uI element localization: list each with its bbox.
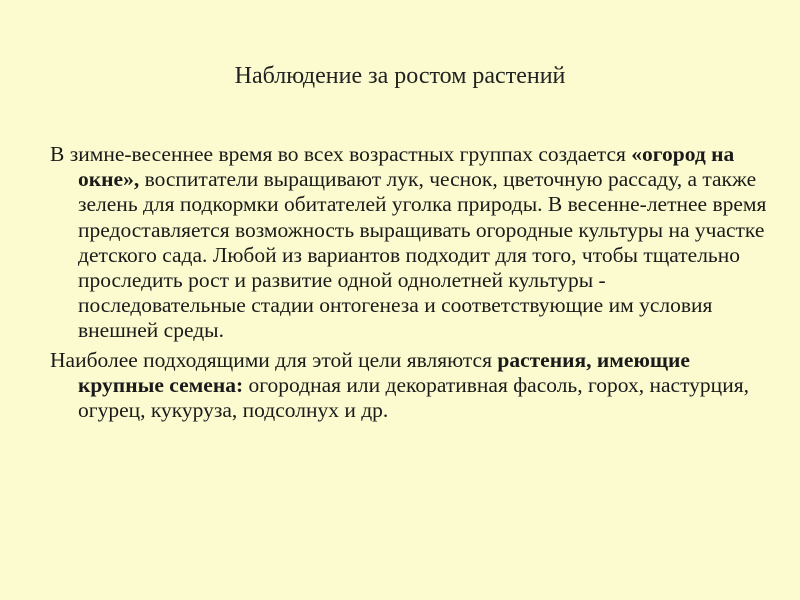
paragraph1-text-end: воспитатели выращивают лук, чеснок, цветочную рассаду, а также зелень для подкормки обитателей уголка природы. В весенне-летнее время предоставляется возможность выращивать огородные культуры на участке детского сада. Любой из вариантов подходит для того, чтобы тщательно проследить рост и развитие одной однолетней культуры - последовательные стадии онтогенеза и соответствующие им условия внешней среды. xyxy=(78,167,767,343)
paragraph1-text-start: В зимне-весеннее время во всех возрастных группах создается xyxy=(50,142,632,166)
paragraph-ogorod-na-okne xyxy=(50,142,770,344)
paragraph1-bold-phrase: «огород на окне», xyxy=(78,142,735,192)
paragraph2-text-end: огородная или декоративная фасоль, горох, настурция, огурец, кукуруза, подсолнух и др. xyxy=(78,372,749,423)
slide-title: Наблюдение за ростом растений xyxy=(234,63,566,89)
paragraph2-bold-phrase: растения, имеющие крупные семена: xyxy=(78,347,690,397)
slide-body xyxy=(50,142,770,423)
paragraph-suitable-plants xyxy=(50,348,770,424)
paragraph2-text-start: Наиболее подходящими для этой цели являются xyxy=(50,347,498,372)
